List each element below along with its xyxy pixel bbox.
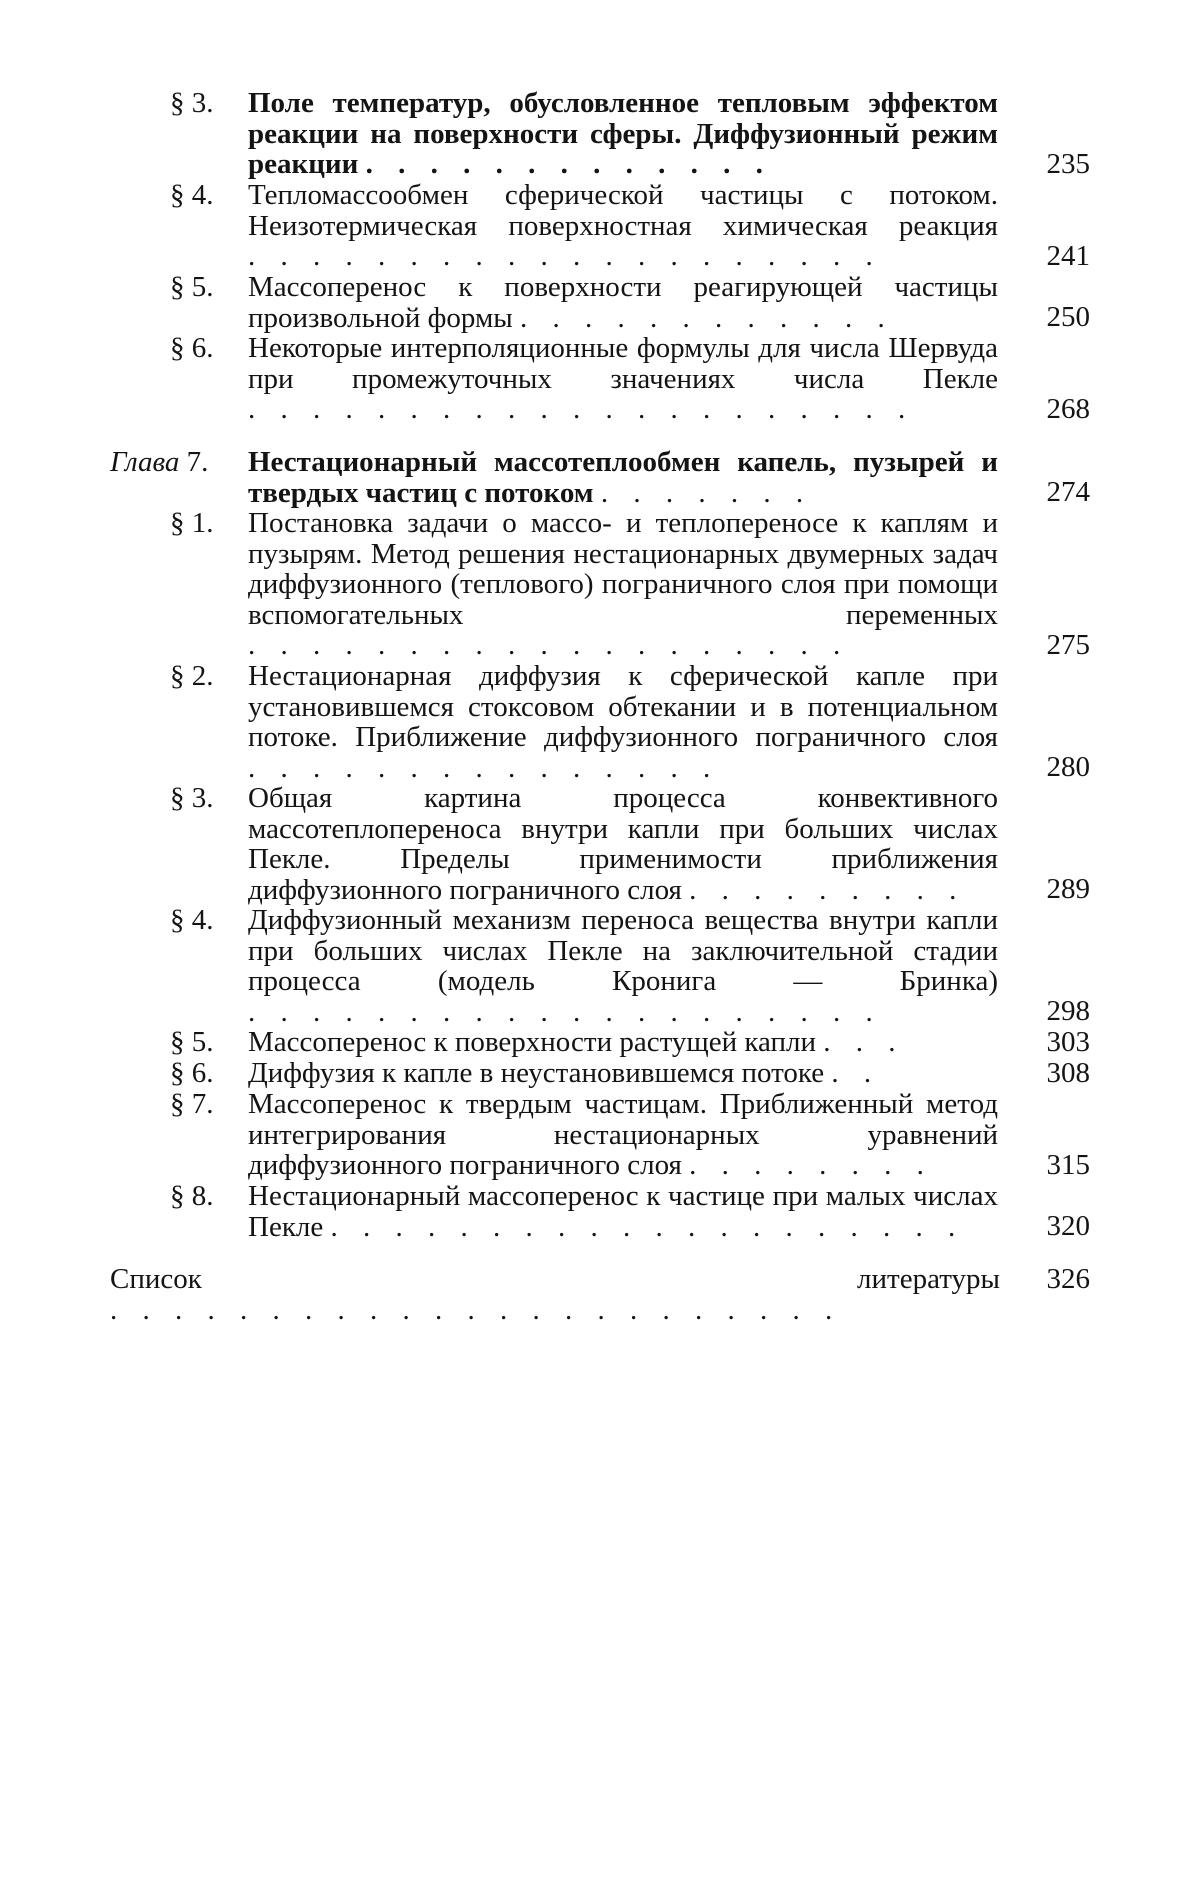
toc-entry-page: 315 [1046,1149,1090,1181]
toc-entry-title: Тепломассообмен сферической частицы с потоком. Неизотермическая поверхностная химическая реакция . . . . . . . . . . . . . . . . . . . . [248,179,998,272]
toc-entry-title: Массоперенос к поверхности растущей капли . . . [248,1026,905,1058]
toc-entry-title: Нестационарная диффузия к сферической капле при установившемся стоксовом обтекании и в потенциальном потоке. Приближение диффузионного пограничного слоя . . . . . . . . . . . . . . . [248,660,998,784]
dot-leader: . . . . . . . . . . . . . . . . . . . . [330,1210,965,1243]
toc-entry-label: § 8. [170,1180,214,1212]
toc-entry-page: 303 [1046,1026,1090,1058]
dot-leader: . . . . . . . . . . . . . . . . . . . . . . . [110,1293,842,1326]
toc-entry [170,508,1090,661]
toc-entry-label: § 1. [170,507,214,539]
dot-leader: . . . . . . . . . . . . . . . . . . . . [248,240,882,272]
toc-entry [170,1181,1090,1242]
dot-leader: . . . . . . . . . . . . . [365,148,772,180]
toc-entry-label: § 7. [170,1088,214,1120]
toc-entry-label: § 3. [170,87,214,119]
toc-entry-title: Массоперенос к поверхности реагирующей частицы произвольной формы . . . . . . . . . . . . [248,271,998,334]
toc-entry [170,1027,1090,1058]
toc-entry-page: 235 [1046,148,1090,180]
toc-bibliography [110,1263,1090,1326]
dot-leader: . . . . . . . . . . . . . . . . . . . . . [248,393,915,425]
toc-entry-page: 268 [1046,393,1090,425]
toc-entry [170,905,1090,1027]
dot-leader: . . . . . . . . . . . . . . . [248,751,720,784]
toc-entry-page: 320 [1046,1210,1090,1242]
toc-entry-page: 298 [1046,995,1090,1027]
toc-entry-title: Некоторые интерполяционные формулы для числа Шервуда при промежуточных значениях числа Пекле . . . . . . . . . . . . . . . . . . . . . [248,332,998,425]
toc-entry-label: § 4. [170,904,214,936]
toc-entry-title: Постановка задачи о массо- и теплопереносе к каплям и пузырям. Метод решения нестационарных двумерных задач диффузионного (теплового) пограничного слоя при помощи вспомогательных переменных . . . . . . . . . . . . . . . . . . . [248,507,998,661]
dot-leader: . . . [823,1026,905,1058]
chapter-word: Глава [110,446,180,478]
toc-entry-label: § 3. [170,782,214,814]
toc-entry [170,661,1090,783]
dot-leader: . . . . . . . [600,476,813,509]
toc-entry-page: 308 [1046,1057,1090,1089]
toc-entry [170,1058,1090,1089]
toc-entry [170,88,1090,180]
chapter-label [110,447,208,478]
toc-entry-label: § 5. [170,271,214,303]
toc-entry-title: Общая картина процесса конвективного массотеплопереноса внутри капли при больших числах Пекле. Пределы применимости приближения диффузионного пограничного слоя . . . . . . . . . [248,782,998,906]
toc-entry-page: 250 [1046,301,1090,333]
toc-entry [170,333,1090,425]
toc-entry-label: § 2. [170,660,214,692]
toc-entry-title: Диффузия к капле в неустановившемся потоке . . [248,1057,881,1089]
toc-entry-page: 274 [1046,476,1090,508]
toc-entry-title: Поле температур, обусловленное тепловым эффектом реакции на поверхности сферы. Диффузионный режим реакции . . . . . . . . . . . . . [248,87,998,180]
dot-leader: . . . . . . . . . . . . . . . . . . . . [248,995,882,1028]
toc-entry-title: Массоперенос к твердым частицам. Приближенный метод интегрирования нестационарных уравнений диффузионного пограничного слоя . . . . . . . . [248,1088,998,1181]
toc-entry-title: Нестационарный массоперенос к частице при малых числах Пекле . . . . . . . . . . . . . . . . . . . . [248,1180,998,1243]
dot-leader: . . . . . . . . . . . . . . . . . . . [248,629,850,661]
toc-entry [170,1089,1090,1181]
toc-entry-page: 275 [1046,629,1090,661]
bibliography-title: Список литературы . . . . . . . . . . . . . . . . . . . . . . . [110,1263,1000,1326]
dot-leader: . . . . . . . . [689,1149,933,1181]
chapter-title: Нестационарный массотеплообмен капель, пузырей и твердых частиц с потоком . . . . . . . [248,446,998,509]
toc-entry-page: 326 [1046,1263,1090,1295]
dot-leader: . . . . . . . . . [689,873,966,906]
toc-chapter [110,447,1090,508]
dot-leader: . . . . . . . . . . . . [520,301,894,334]
toc-entry-label: § 6. [170,332,214,364]
toc-entry-page: 289 [1046,873,1090,905]
toc-entry [170,180,1090,272]
toc-entry [170,272,1090,333]
toc-entry-title: Диффузионный механизм переноса вещества внутри капли при больших числах Пекле на заключительной стадии процесса (модель Кронига — Бринка) . . . . . . . . . . . . . . . . . . . . [248,904,998,1028]
toc-entry-label: § 6. [170,1057,214,1089]
chapter-number: 7. [186,446,209,478]
dot-leader: . . [831,1057,881,1089]
toc-entry-page: 241 [1046,240,1090,272]
toc-entry-label: § 4. [170,179,214,211]
toc-entry [170,783,1090,905]
toc-entry-page: 280 [1046,751,1090,783]
toc-entry-label: § 5. [170,1026,214,1058]
